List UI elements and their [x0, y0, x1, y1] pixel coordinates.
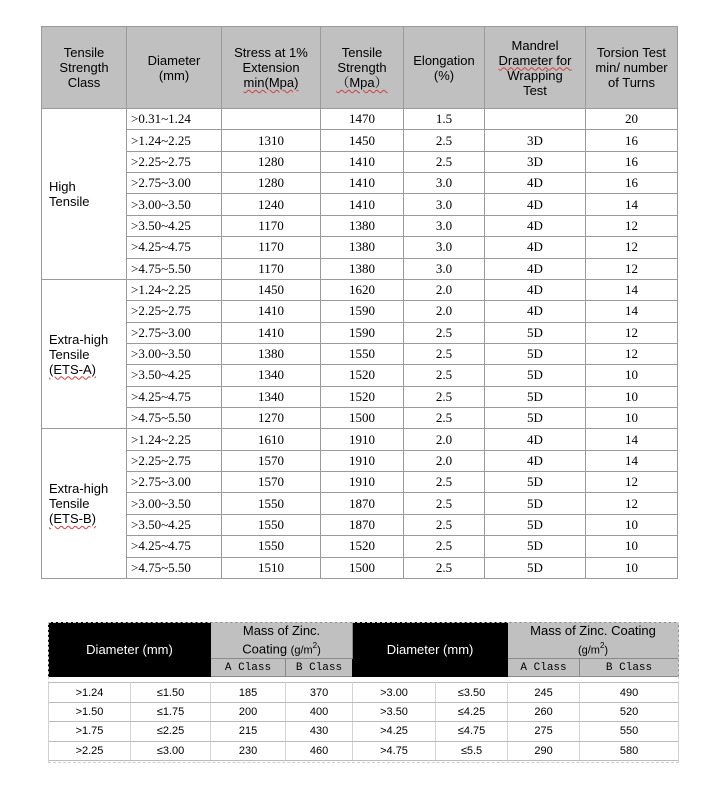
mandrel-cell: 4D: [485, 258, 586, 279]
elongation-cell: 2.0: [404, 301, 485, 322]
stress-cell: 1570: [222, 450, 321, 471]
diameter-cell: >1.24~2.25: [127, 130, 222, 151]
stress-cell: 1340: [222, 365, 321, 386]
stress-cell: 1510: [222, 557, 321, 578]
torsion-cell: 14: [586, 301, 678, 322]
class-a-right-cell: 245: [508, 683, 580, 702]
mandrel-cell: 4D: [485, 173, 586, 194]
tensile-cell: 1410: [321, 173, 404, 194]
class-a-right-cell: 290: [508, 741, 580, 760]
diameter-cell: >3.00~3.50: [127, 194, 222, 215]
diameter-cell: >3.00~3.50: [127, 493, 222, 514]
table-row: [42, 429, 678, 450]
stress-cell: 1610: [222, 429, 321, 450]
torsion-cell: 14: [586, 429, 678, 450]
tensile-cell: 1620: [321, 279, 404, 300]
mandrel-cell: 5D: [485, 386, 586, 407]
torsion-cell: 10: [586, 408, 678, 429]
stress-cell: 1280: [222, 151, 321, 172]
tensile-cell: 1410: [321, 194, 404, 215]
class-b-right-cell: 520: [580, 702, 679, 721]
tensile-cell: 1410: [321, 151, 404, 172]
header-diameter: Diameter (mm): [127, 27, 222, 109]
diameter-cell: >3.50~4.25: [127, 514, 222, 535]
diameter-cell: >4.75~5.50: [127, 557, 222, 578]
stress-cell: 1410: [222, 322, 321, 343]
torsion-cell: 10: [586, 514, 678, 535]
tensile-cell: 1520: [321, 536, 404, 557]
mandrel-cell: [485, 109, 586, 130]
table-row: [49, 702, 679, 721]
elongation-cell: 2.0: [404, 450, 485, 471]
class-b-right-cell: 550: [580, 722, 679, 741]
torsion-cell: 12: [586, 322, 678, 343]
class-a-left-cell: 185: [211, 683, 286, 702]
diameter-cell: >2.25~2.75: [127, 151, 222, 172]
table-row: [42, 194, 678, 215]
table-row: [42, 151, 678, 172]
elongation-cell: 2.5: [404, 493, 485, 514]
stress-cell: 1280: [222, 173, 321, 194]
mandrel-cell: 4D: [485, 194, 586, 215]
stress-cell: 1340: [222, 386, 321, 407]
header-elongation: Elongation (%): [404, 27, 485, 109]
mandrel-cell: 5D: [485, 343, 586, 364]
stress-cell: 1270: [222, 408, 321, 429]
header-diameter-right: Diameter (mm): [353, 623, 508, 677]
table-row: [42, 173, 678, 194]
tensile-cell: 1910: [321, 472, 404, 493]
dia-to-right-cell: ≤5.5: [436, 741, 508, 760]
torsion-cell: 12: [586, 237, 678, 258]
tensile-cell: 1910: [321, 429, 404, 450]
class-b-left-cell: 400: [286, 702, 353, 721]
stress-cell: 1310: [222, 130, 321, 151]
diameter-cell: >4.75~5.50: [127, 258, 222, 279]
torsion-cell: 10: [586, 365, 678, 386]
elongation-cell: 2.5: [404, 343, 485, 364]
elongation-cell: 2.5: [404, 151, 485, 172]
elongation-cell: 1.5: [404, 109, 485, 130]
elongation-cell: 2.5: [404, 472, 485, 493]
tensile-class-label: High Tensile: [42, 109, 127, 280]
elongation-cell: 3.0: [404, 215, 485, 236]
tensile-properties-table: [41, 26, 678, 579]
dia-from-right-cell: >3.00: [353, 683, 436, 702]
table-row: [49, 741, 679, 760]
class-b-right-cell: 490: [580, 683, 679, 702]
dia-from-left-cell: >2.25: [49, 741, 131, 760]
header-class-b-left: B Class: [286, 659, 353, 677]
diameter-cell: >2.75~3.00: [127, 322, 222, 343]
header-mass-left: Mass of Zinc. Coating $(g/m^2)$: [211, 623, 353, 659]
mandrel-cell: 4D: [485, 429, 586, 450]
mandrel-cell: 5D: [485, 536, 586, 557]
class-b-left-cell: 460: [286, 741, 353, 760]
torsion-cell: 16: [586, 173, 678, 194]
mandrel-cell: 4D: [485, 215, 586, 236]
diameter-cell: >2.25~2.75: [127, 301, 222, 322]
torsion-cell: 10: [586, 557, 678, 578]
stress-cell: 1570: [222, 472, 321, 493]
mandrel-cell: 3D: [485, 130, 586, 151]
torsion-cell: 20: [586, 109, 678, 130]
dia-from-left-cell: >1.75: [49, 722, 131, 741]
tensile-cell: 1470: [321, 109, 404, 130]
tensile-cell: 1380: [321, 215, 404, 236]
tensile-class-label: Extra-high Tensile (ETS-B): [42, 429, 127, 579]
tensile-table-header: [42, 27, 678, 109]
torsion-cell: 12: [586, 215, 678, 236]
diameter-cell: >2.25~2.75: [127, 450, 222, 471]
torsion-cell: 14: [586, 450, 678, 471]
header-tensile-strength: Tensile Strength （Mpa）: [321, 27, 404, 109]
dia-from-left-cell: >1.50: [49, 702, 131, 721]
dia-to-right-cell: ≤3.50: [436, 683, 508, 702]
elongation-cell: 2.5: [404, 557, 485, 578]
diameter-cell: >1.24~2.25: [127, 429, 222, 450]
table-row: [49, 722, 679, 741]
mandrel-cell: 5D: [485, 365, 586, 386]
header-diameter-left: Diameter (mm): [49, 623, 211, 677]
diameter-cell: >4.25~4.75: [127, 386, 222, 407]
elongation-cell: 2.5: [404, 322, 485, 343]
elongation-cell: 3.0: [404, 173, 485, 194]
mandrel-cell: 5D: [485, 493, 586, 514]
header-stress: Stress at 1% Extension min(Mpa): [222, 27, 321, 109]
stress-cell: 1170: [222, 237, 321, 258]
table-row: [42, 536, 678, 557]
diameter-cell: >3.50~4.25: [127, 215, 222, 236]
diameter-cell: >4.25~4.75: [127, 536, 222, 557]
mandrel-cell: 4D: [485, 237, 586, 258]
mandrel-cell: 5D: [485, 514, 586, 535]
class-b-left-cell: 370: [286, 683, 353, 702]
mandrel-cell: 5D: [485, 322, 586, 343]
class-a-right-cell: 275: [508, 722, 580, 741]
table-row: [42, 557, 678, 578]
torsion-cell: 14: [586, 279, 678, 300]
mandrel-cell: 5D: [485, 557, 586, 578]
stress-cell: [222, 109, 321, 130]
diameter-cell: >2.75~3.00: [127, 472, 222, 493]
tensile-cell: 1590: [321, 301, 404, 322]
elongation-cell: 3.0: [404, 258, 485, 279]
class-b-left-cell: 430: [286, 722, 353, 741]
tensile-cell: 1520: [321, 365, 404, 386]
mandrel-cell: 4D: [485, 279, 586, 300]
table-row: [42, 514, 678, 535]
diameter-cell: >0.31~1.24: [127, 109, 222, 130]
dia-to-left-cell: ≤2.25: [131, 722, 211, 741]
table-row: [42, 301, 678, 322]
table-row: [42, 493, 678, 514]
table-row: [42, 365, 678, 386]
table-row: [42, 386, 678, 407]
tensile-cell: 1450: [321, 130, 404, 151]
dia-from-right-cell: >4.25: [353, 722, 436, 741]
zinc-coating-table: [48, 622, 679, 761]
table-row: [42, 109, 678, 130]
dia-to-left-cell: ≤1.75: [131, 702, 211, 721]
header-mass-right: Mass of Zinc. Coating $(g/m^2)$: [508, 623, 679, 659]
class-b-right-cell: 580: [580, 741, 679, 760]
tensile-cell: 1500: [321, 557, 404, 578]
stress-cell: 1380: [222, 343, 321, 364]
diameter-cell: >4.25~4.75: [127, 237, 222, 258]
stress-cell: 1410: [222, 301, 321, 322]
table-row: [42, 322, 678, 343]
tensile-cell: 1380: [321, 258, 404, 279]
stress-cell: 1170: [222, 258, 321, 279]
class-a-left-cell: 215: [211, 722, 286, 741]
table-row: [42, 279, 678, 300]
class-a-left-cell: 230: [211, 741, 286, 760]
stress-cell: 1170: [222, 215, 321, 236]
stress-cell: 1240: [222, 194, 321, 215]
torsion-cell: 12: [586, 343, 678, 364]
diameter-cell: >3.50~4.25: [127, 365, 222, 386]
dia-to-left-cell: ≤3.00: [131, 741, 211, 760]
torsion-cell: 16: [586, 151, 678, 172]
table-row: [42, 215, 678, 236]
tensile-cell: 1910: [321, 450, 404, 471]
table-row: [42, 130, 678, 151]
tensile-cell: 1520: [321, 386, 404, 407]
dia-to-left-cell: ≤1.50: [131, 683, 211, 702]
table-row: [42, 472, 678, 493]
header-class-a-right: A Class: [508, 659, 580, 677]
tensile-cell: 1590: [321, 322, 404, 343]
tensile-cell: 1380: [321, 237, 404, 258]
diameter-cell: >4.75~5.50: [127, 408, 222, 429]
dia-from-right-cell: >3.50: [353, 702, 436, 721]
elongation-cell: 2.5: [404, 365, 485, 386]
mandrel-cell: 3D: [485, 151, 586, 172]
table-row: [42, 450, 678, 471]
tensile-cell: 1500: [321, 408, 404, 429]
mandrel-cell: 5D: [485, 472, 586, 493]
tensile-cell: 1870: [321, 493, 404, 514]
elongation-cell: 2.5: [404, 408, 485, 429]
tensile-class-label: Extra-high Tensile (ETS-A): [42, 279, 127, 429]
torsion-cell: 12: [586, 258, 678, 279]
elongation-cell: 2.5: [404, 386, 485, 407]
zinc-table-body: [49, 677, 679, 761]
torsion-cell: 16: [586, 130, 678, 151]
header-class-b-right: B Class: [580, 659, 679, 677]
table-row: [42, 408, 678, 429]
torsion-cell: 10: [586, 386, 678, 407]
header-class-a-left: A Class: [211, 659, 286, 677]
table-row: [42, 343, 678, 364]
torsion-cell: 12: [586, 493, 678, 514]
mandrel-cell: 5D: [485, 408, 586, 429]
header-torsion: Torsion Test min/ number of Turns: [586, 27, 678, 109]
tensile-table-body: [42, 109, 678, 579]
elongation-cell: 2.0: [404, 279, 485, 300]
tensile-cell: 1870: [321, 514, 404, 535]
mandrel-cell: 4D: [485, 450, 586, 471]
torsion-cell: 12: [586, 472, 678, 493]
elongation-cell: 2.5: [404, 130, 485, 151]
dia-to-right-cell: ≤4.75: [436, 722, 508, 741]
elongation-cell: 2.0: [404, 429, 485, 450]
header-mandrel: Mandrel Drameter for Wrapping Test: [485, 27, 586, 109]
stress-cell: 1550: [222, 493, 321, 514]
elongation-cell: 3.0: [404, 237, 485, 258]
table-row: [42, 258, 678, 279]
elongation-cell: 2.5: [404, 514, 485, 535]
diameter-cell: >1.24~2.25: [127, 279, 222, 300]
tensile-cell: 1550: [321, 343, 404, 364]
table-row: [49, 683, 679, 702]
stress-cell: 1550: [222, 536, 321, 557]
diameter-cell: >2.75~3.00: [127, 173, 222, 194]
class-a-right-cell: 260: [508, 702, 580, 721]
torsion-cell: 10: [586, 536, 678, 557]
header-tensile-class: Tensile Strength Class: [42, 27, 127, 109]
torsion-cell: 14: [586, 194, 678, 215]
stress-cell: 1450: [222, 279, 321, 300]
mandrel-cell: 4D: [485, 301, 586, 322]
class-a-left-cell: 200: [211, 702, 286, 721]
diameter-cell: >3.00~3.50: [127, 343, 222, 364]
stress-cell: 1550: [222, 514, 321, 535]
elongation-cell: 3.0: [404, 194, 485, 215]
elongation-cell: 2.5: [404, 536, 485, 557]
table-row: [42, 237, 678, 258]
dia-from-right-cell: >4.75: [353, 741, 436, 760]
dia-from-left-cell: >1.24: [49, 683, 131, 702]
zinc-table-header: [49, 623, 679, 677]
dia-to-right-cell: ≤4.25: [436, 702, 508, 721]
